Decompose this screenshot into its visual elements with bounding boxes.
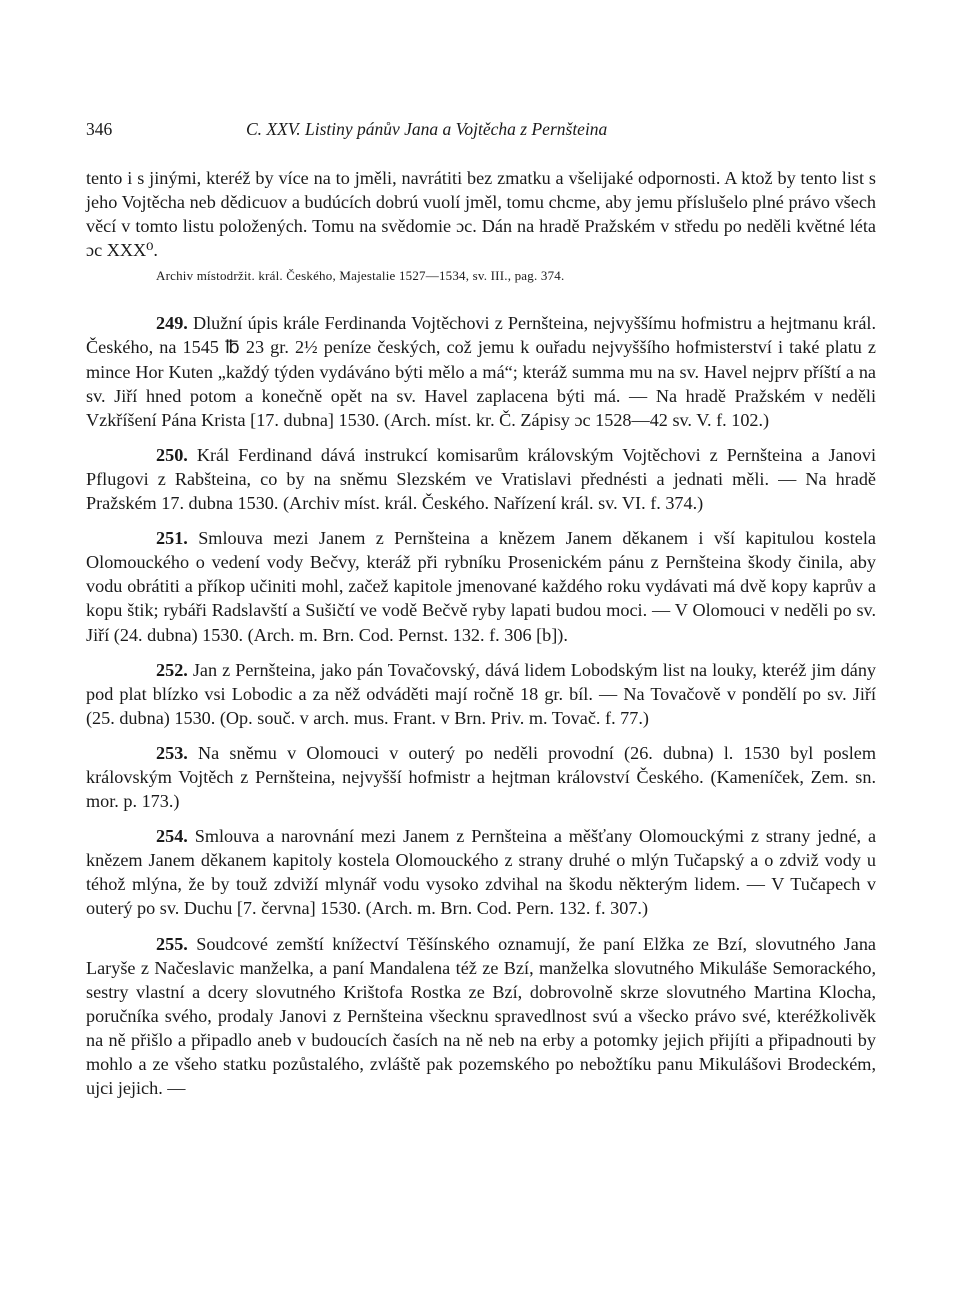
page-header: [86, 119, 876, 143]
running-title: C. XXV. Listiny pánův Jana a Vojtěcha z Pernšteina: [246, 119, 608, 139]
entry-251: [86, 526, 876, 646]
entry-number: 250.: [156, 444, 188, 465]
entry-text: Jan z Pernšteina, jako pán Tovačovský, dává lidem Lobodským list na louky, kteréž jim dány pod plat blízko vsi Lobodic a za něž odváděti mají ročně 18 gr. bíl. — Na Tovačově v pondělí po sv. Jiří (25. dubna) 1530. (Op. souč. v arch. mus. Frant. v Brn. Priv. m. Tovač. f. 77.): [86, 659, 877, 728]
entry-250: [86, 443, 876, 515]
entry-text: Dlužní úpis krále Ferdinanda Vojtěchovi z Pernšteina, nejvyššímu hofmistru a hejtmanu král. Českého, na 1545 ℔ 23 gr. 2½ peníze českých, což jemu k ouřadu nejvyššího hofmisterství i také platu z mince Hor Kuten „každý týden vydáváno býti mělo a má“; kteráž summa mu na sv. Havel nejprv příští a na sv. Jiří hned potom a konečně opět na sv. Havel zaplacena býti má. — Na hradě Pražském v neděli Vzkříšení Pána Krista [17. dubna] 1530. (Arch. míst. kr. Č. Zápisy ɔc 1528—42 sv. V. f. 102.): [86, 313, 876, 430]
entry-text: Smlouva mezi Janem z Pernšteina a knězem Janem děkanem i vší kapitulou kostela Olomouckého o vedení vody Bečvy, kteráž při rybníku Prosenickém pánu z Pernšteina škody činila, aby vodu obrátiti a příkop učiniti mohl, začež kapitole jmenované každého roku vydávati má dvě kopy kaprův a kopu štik; rybáři Radslavští a Sušičtí ve vodě Bečvě ryby lapati budou moci. — V Olomouci v neděli po sv. Jiří (24. dubna) 1530. (Arch. m. Brn. Cod. Pernst. 132. f. 306 [b]).: [86, 528, 876, 645]
body-text: [86, 166, 876, 1111]
entry-number: 251.: [156, 528, 188, 549]
entry-text: Soudcové zemští knížectví Těšínského oznamují, že paní Elžka ze Bzí, slovutného Jana Laryše z Načeslavic manželka, a paní Mandalena též ze Bzí, manželka slovutného Mikuláše Semorackého, sestry vlastní a dcery slovutného Krištofa Rostka ze Bzí, dobrovolně skrze slovutného Martina Klocha, poručníka svého, prodaly Janovi z Pernšteina všecknu spravedlnost svú a všecko právo své, kteréžkolivěk na ně přišlo a připadlo aneb v budoucích časích na ně neb na erby a potomky jejich přijíti a připadnouti by mohlo a ze všeho statku pozůstalého, zvláště pak pozemského po nebožtíku panu Mikulášovi Brodeckém, ujci jejich. —: [86, 933, 876, 1099]
entry-254: [86, 824, 876, 920]
entry-number: 252.: [156, 659, 188, 680]
entry-number: 253.: [156, 742, 188, 763]
entry-252: [86, 658, 876, 730]
entry-number: 254.: [156, 826, 188, 847]
continuation-paragraph: tento i s jinými, kteréž by více na to jměli, navrátiti bez zmatku a všelijaké odpornosti. A ktož by tento list s jeho Vojtěcha neb dědicuov a budúcích dobrú vuolí jměl, tomu chcme, aby jemu příslušelo plné právo všech věcí v tomto listu položených. Tomu na svědomie ɔc. Dán na hradě Pražském v středu po neděli květné léta ɔc XXX⁰.: [86, 168, 876, 261]
page-number: 346: [86, 119, 113, 139]
entry-number: 255.: [156, 933, 188, 954]
entry-text: Na sněmu v Olomouci v outerý po neděli provodní (26. dubna) l. 1530 byl poslem královským Vojtěch z Pernšteina, nejvyšší hofmistr a hejtman království Českého. (Kameníček, Zem. sn. mor. p. 173.): [86, 742, 876, 812]
entry-text: Smlouva a narovnání mezi Janem z Pernšteina a měšťany Olomouckými z strany jedné, a knězem Janem děkanem kapitoly kostela Olomouckého z strany druhé o mlýn Tučapský a o zdviž vody u téhož mlýna, že by touž zdviží mlynář vodu vysoko zdvihal na škodu některým lidem. — V Tučapech v outerý po sv. Duchu [7. června] 1530. (Arch. m. Brn. Cod. Pern. 132. f. 307.): [86, 826, 877, 919]
entry-253: [86, 741, 876, 813]
entry-255: [86, 932, 876, 1101]
entry-249: [86, 311, 876, 431]
entry-number: 249.: [156, 313, 188, 334]
source-note: Archiv místodržit. král. Českého, Majestalie 1527—1534, sv. III., pag. 374.: [156, 268, 565, 284]
entry-text: Král Ferdinand dává instrukcí komisarům královským Vojtěchovi z Pernšteina a Janovi Pflugovi z Rabšteina, co by na sněmu Slezském ve Vratislavi přednésti a jednati měli. — Na hradě Pražském 17. dubna 1530. (Archiv míst. král. Českého. Nařízení král. sv. VI. f. 374.): [86, 444, 877, 514]
